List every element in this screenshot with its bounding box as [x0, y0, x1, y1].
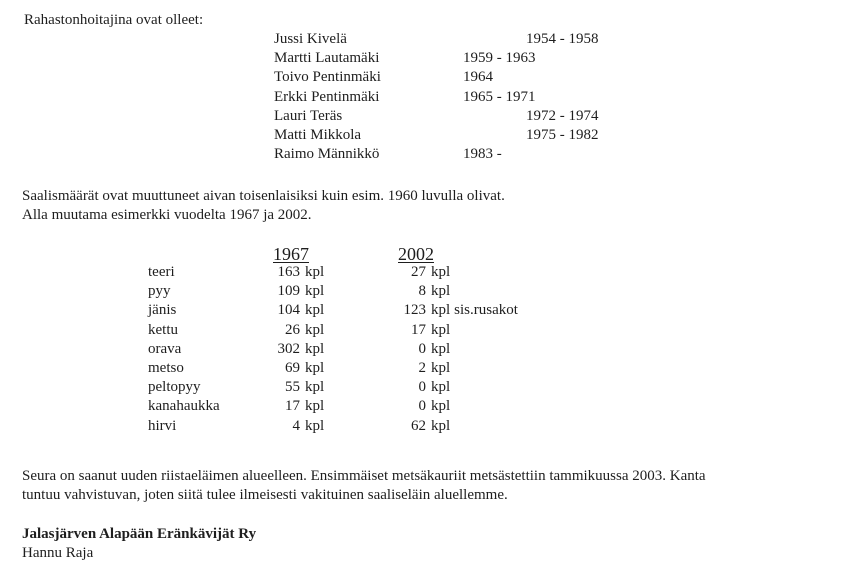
value-2002: 123 [403, 302, 426, 318]
treasurer-name: Matti Mikkola [274, 127, 362, 143]
unit-label: kpl [305, 379, 325, 395]
treasurer-name: Toivo Pentinmäki [274, 69, 381, 85]
unit-label: kpl [431, 379, 451, 395]
unit-label: kpl [305, 283, 325, 299]
closing-line-1: Seura on saanut uuden riistaeläimen alueelleen. Ensimmäiset metsäkauriit metsästettiin tammikuussa 2003. Kanta [22, 468, 706, 484]
unit-label: kpl [305, 341, 325, 357]
value-1967: 55 [285, 379, 300, 395]
treasurer-name: Martti Lautamäki [274, 50, 380, 66]
value-2002-cell [394, 341, 450, 358]
treasurer-name: Erkki Pentinmäki [274, 89, 380, 105]
value-2002-cell [394, 302, 518, 319]
value-1967-cell [268, 264, 324, 281]
value-1967-cell [268, 283, 324, 300]
species-cell: jänis [148, 302, 177, 318]
treasurer-name: Raimo Männikkö [274, 146, 380, 162]
species-cell: orava [148, 341, 182, 357]
row-note: sis.rusakot [454, 302, 518, 318]
unit-label: kpl [431, 322, 451, 338]
value-2002-cell [394, 283, 450, 300]
unit-label: kpl [431, 360, 451, 376]
value-2002: 27 [411, 264, 426, 280]
intro-line-2: Alla muutama esimerkki vuodelta 1967 ja 2002. [22, 207, 312, 223]
value-2002: 0 [418, 398, 426, 414]
value-1967: 26 [285, 322, 300, 338]
treasurer-period: 1983 - [463, 146, 502, 162]
value-2002: 0 [418, 379, 426, 395]
unit-label: kpl [305, 418, 325, 434]
treasurer-period: 1964 [463, 69, 493, 85]
treasurer-period: 1965 - 1971 [463, 89, 536, 105]
signature-name: Hannu Raja [22, 545, 94, 561]
value-1967-cell [268, 322, 324, 339]
species-cell: metso [148, 360, 184, 376]
value-2002: 2 [418, 360, 426, 376]
treasurer-period: 1975 - 1982 [526, 127, 599, 143]
treasurer-period: 1954 - 1958 [526, 31, 599, 47]
unit-label: kpl [305, 322, 325, 338]
unit-label: kpl [431, 264, 451, 280]
unit-label: kpl [431, 398, 451, 414]
treasurers-heading: Rahastonhoitajina ovat olleet: [24, 12, 204, 28]
value-1967-cell [268, 398, 324, 415]
unit-label: kpl [305, 360, 325, 376]
value-2002: 62 [411, 418, 426, 434]
species-cell: pyy [148, 283, 171, 299]
unit-label: kpl [431, 341, 451, 357]
value-1967: 302 [277, 341, 300, 357]
value-2002-cell [394, 322, 450, 339]
value-1967-cell [268, 418, 324, 435]
value-1967-cell [268, 360, 324, 377]
intro-line-1: Saalismäärät ovat muuttuneet aivan toisenlaisiksi kuin esim. 1960 luvulla olivat. [22, 188, 505, 204]
value-2002-cell [394, 379, 450, 396]
value-1967-cell [268, 302, 324, 319]
value-1967: 109 [277, 283, 300, 299]
species-cell: peltopyy [148, 379, 201, 395]
value-1967: 17 [285, 398, 300, 414]
value-2002-cell [394, 264, 450, 281]
unit-label: kpl [431, 418, 451, 434]
unit-label: kpl [431, 302, 451, 318]
unit-label: kpl [305, 398, 325, 414]
treasurer-period: 1972 - 1974 [526, 108, 599, 124]
value-2002: 8 [418, 283, 426, 299]
value-2002-cell [394, 418, 450, 435]
treasurer-name: Lauri Teräs [274, 108, 343, 124]
unit-label: kpl [305, 302, 325, 318]
value-1967: 69 [285, 360, 300, 376]
species-cell: kanahaukka [148, 398, 220, 414]
treasurer-period: 1959 - 1963 [463, 50, 536, 66]
value-2002-cell [394, 360, 450, 377]
value-2002: 0 [418, 341, 426, 357]
value-1967: 163 [277, 264, 300, 280]
value-1967: 104 [277, 302, 300, 318]
closing-line-2: tuntuu vahvistuvan, joten siitä tulee ilmeisesti vakituinen saaliseläin aluellemme. [22, 487, 508, 503]
unit-label: kpl [431, 283, 451, 299]
value-1967-cell [268, 341, 324, 358]
value-1967: 4 [292, 418, 300, 434]
signature-organization: Jalasjärven Alapään Eränkävijät Ry [22, 526, 257, 542]
value-1967-cell [268, 379, 324, 396]
species-cell: teeri [148, 264, 175, 280]
species-cell: hirvi [148, 418, 177, 434]
species-cell: kettu [148, 322, 178, 338]
treasurer-name: Jussi Kivelä [274, 31, 347, 47]
column-header-2002: 2002 [398, 244, 434, 264]
column-header-1967: 1967 [273, 244, 309, 264]
value-2002-cell [394, 398, 450, 415]
unit-label: kpl [305, 264, 325, 280]
value-2002: 17 [411, 322, 426, 338]
